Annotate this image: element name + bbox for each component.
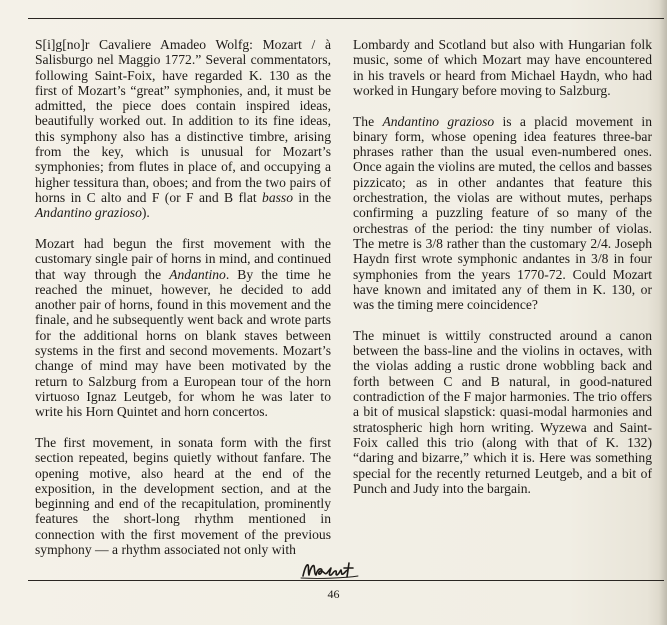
left-paragraph-3: The first movement, in sonata form with the first section repeated, begins quietly without fanfare. The opening motive, also heard at the end of the exposition, in the development section, and at the beginning and end of the recapitulation, prominently features the short-long rhythm mentioned in connection with the first movement of the previous symphony — a rhythm associated not only with bbox=[35, 434, 331, 557]
right-paragraph-1: Lombardy and Scotland but also with Hungarian folk music, some of which Mozart may have encountered in his travels or heard from Michael Haydn, who had worked in Hungary before moving to Salzburg. bbox=[353, 37, 652, 98]
bottom-rule bbox=[28, 580, 664, 581]
left-paragraph-1: S[i]g[no]r Cavaliere Amadeo Wolfg: Mozart / à Salisburgo nel Maggio 1772.” Several commentators, following Saint-Foix, have regarded K. 130 as the first of Mozart’s “great” symphonies, and, it must be admitted, the piece does contain inspired ideas, beautifully worked out. In addition to its fine ideas, this symphony also has a distinctive timbre, arising from the key, which is unusual for Mozart’s symphonies; from flutes in place of, and occupying a higher tessitura than, oboes; and from the two pairs of horns in C alto and F (or F and B flat basso in the Andantino grazioso). bbox=[35, 37, 331, 221]
page-edge-shadow bbox=[659, 0, 667, 625]
left-paragraph-2: Mozart had begun the first movement with the customary single pair of horns in mind, and continued that way through the Andantino. By the time he reached the minuet, however, he decided to add another pair of horns, found in this movement and the finale, and he subsequently went back and wrote parts for the additional horns on blank staves between systems in the first and second movements. Mozart’s change of mind may have been motivated by the return to Salzburg from a European tour of the horn virtuoso Ignaz Leutgeb, for whom he was later to write his Horn Quintet and horn concertos. bbox=[35, 235, 331, 420]
mozart-signature-logo bbox=[300, 559, 380, 581]
right-column bbox=[353, 37, 652, 511]
right-paragraph-2: The Andantino grazioso is a placid movement in binary form, whose opening idea features three-bar phrases rather than the usual even-numbered ones. Once again the violins are muted, the cellos and basses pizzicato; as in other andantes that feature this orchestration, the violas are without mutes, perhaps confirming a puzzling feature of so many of the orchestras of the period: the tiny number of violas. The metre is 3/8 rather than the customary 2/4. Joseph Haydn first wrote symphonic andantes in 3/8 in four symphonies from the years 1770-72. Could Mozart have known and imitated any of them in K. 130, or was the timing mere coincidence? bbox=[353, 113, 652, 313]
page-number: 46 bbox=[327, 587, 340, 601]
top-rule bbox=[28, 18, 664, 19]
right-paragraph-3: The minuet is wittily constructed around a canon between the bass-line and the violins in octaves, with the violas adding a rustic drone wobbling back and forth between C and B natural, in good-natured contradiction of the F major harmonies. The trio offers a bit of musical slapstick: quasi-modal harmonies and stratospheric high horn writing. Wyzewa and Saint-Foix called this trio (along with that of K. 132) “daring and bizarre,” which it is. Here was something special for the recently returned Leutgeb, and a bit of Punch and Judy into the bargain. bbox=[353, 327, 652, 496]
left-column bbox=[35, 37, 331, 573]
